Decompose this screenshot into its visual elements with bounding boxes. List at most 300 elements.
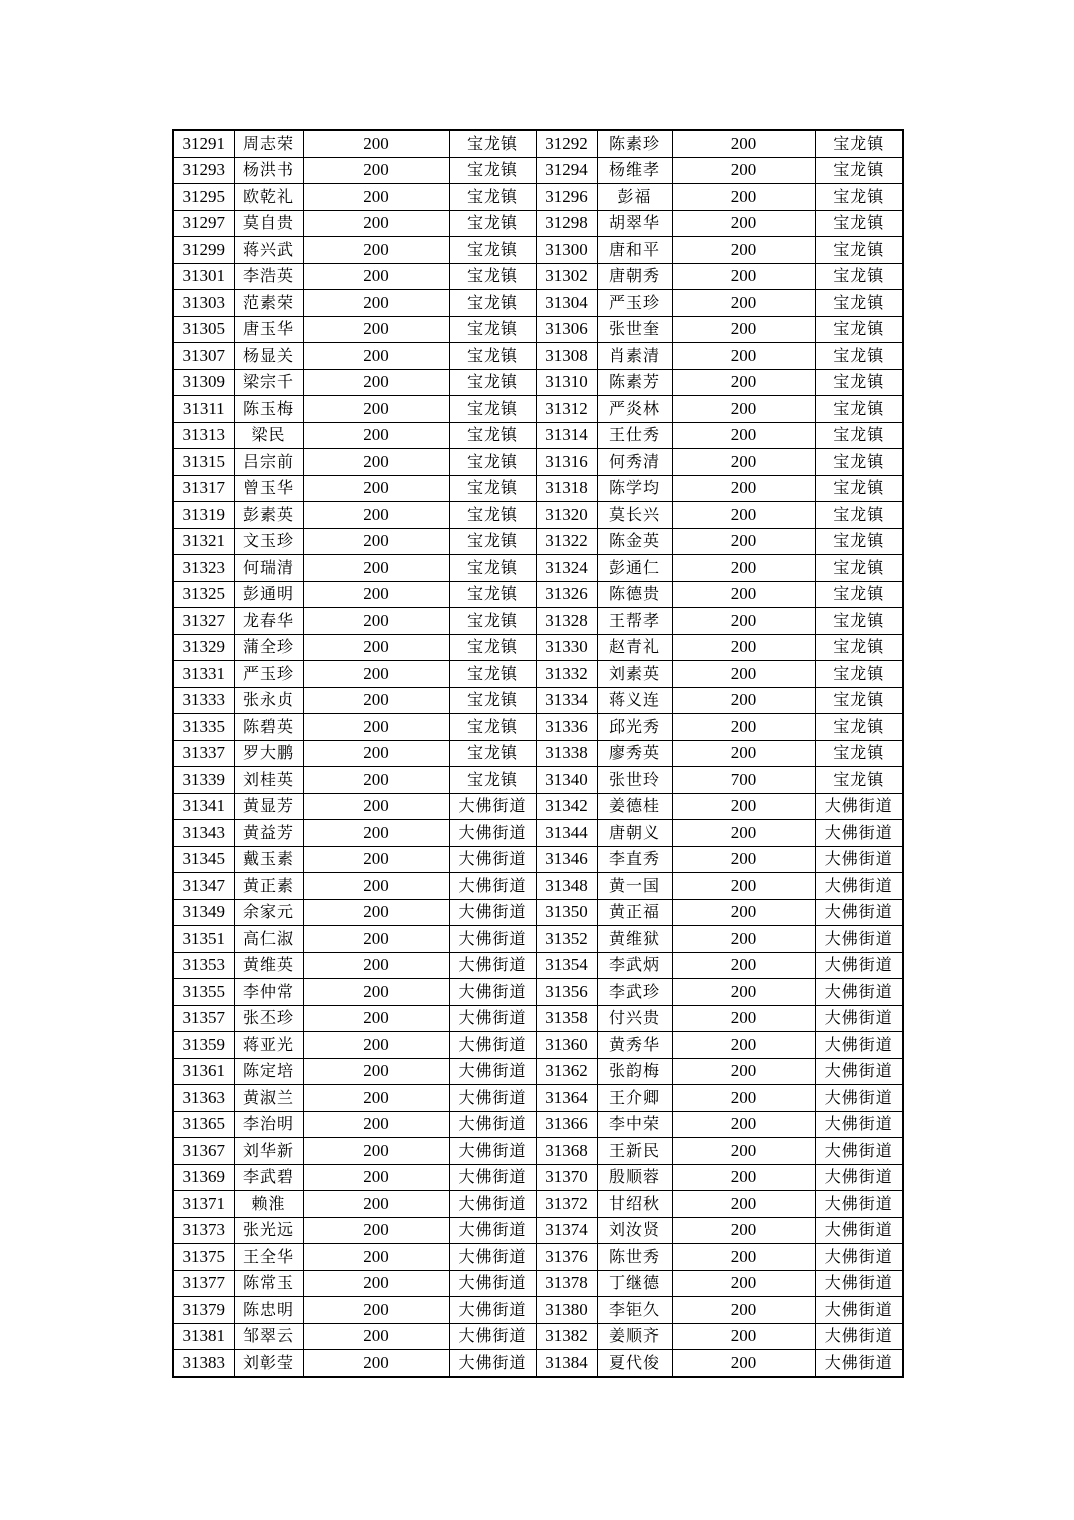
left-number-cell: 31337: [173, 740, 234, 767]
left-amount-cell: 200: [303, 184, 449, 211]
left-place-cell: 大佛街道: [449, 952, 536, 979]
table-row: [173, 502, 903, 529]
right-place-cell: 宝龙镇: [815, 687, 903, 714]
right-number-cell: 31358: [536, 1005, 597, 1032]
right-number-cell: 31352: [536, 926, 597, 953]
left-place-cell: 宝龙镇: [449, 422, 536, 449]
right-number-cell: 31302: [536, 263, 597, 290]
right-number-cell: 31298: [536, 210, 597, 237]
left-place-cell: 宝龙镇: [449, 210, 536, 237]
table-row: [173, 820, 903, 847]
left-name-cell: 刘彰莹: [234, 1350, 303, 1377]
left-name-cell: 周志荣: [234, 130, 303, 157]
left-amount-cell: 200: [303, 1005, 449, 1032]
table-row: [173, 634, 903, 661]
table-row: [173, 1032, 903, 1059]
left-amount-cell: 200: [303, 555, 449, 582]
table-row: [173, 1191, 903, 1218]
left-amount-cell: 200: [303, 899, 449, 926]
right-amount-cell: 200: [672, 608, 815, 635]
right-amount-cell: 200: [672, 873, 815, 900]
left-name-cell: 彭素英: [234, 502, 303, 529]
left-place-cell: 宝龙镇: [449, 237, 536, 264]
right-amount-cell: 200: [672, 369, 815, 396]
table-row: [173, 1058, 903, 1085]
table-row: [173, 1244, 903, 1271]
left-amount-cell: 200: [303, 581, 449, 608]
left-name-cell: 陈玉梅: [234, 396, 303, 423]
right-number-cell: 31350: [536, 899, 597, 926]
right-name-cell: 黄一国: [597, 873, 672, 900]
left-amount-cell: 200: [303, 634, 449, 661]
left-name-cell: 张永贞: [234, 687, 303, 714]
left-amount-cell: 200: [303, 926, 449, 953]
left-name-cell: 龙春华: [234, 608, 303, 635]
left-name-cell: 戴玉素: [234, 846, 303, 873]
left-amount-cell: 200: [303, 740, 449, 767]
right-place-cell: 宝龙镇: [815, 449, 903, 476]
right-number-cell: 31304: [536, 290, 597, 317]
left-amount-cell: 200: [303, 316, 449, 343]
left-place-cell: 大佛街道: [449, 926, 536, 953]
right-name-cell: 李武珍: [597, 979, 672, 1006]
right-amount-cell: 200: [672, 634, 815, 661]
left-number-cell: 31357: [173, 1005, 234, 1032]
left-place-cell: 宝龙镇: [449, 316, 536, 343]
right-number-cell: 31332: [536, 661, 597, 688]
right-number-cell: 31340: [536, 767, 597, 794]
table-row: [173, 926, 903, 953]
right-amount-cell: 200: [672, 926, 815, 953]
right-amount-cell: 200: [672, 1085, 815, 1112]
right-amount-cell: 200: [672, 846, 815, 873]
left-amount-cell: 200: [303, 157, 449, 184]
right-amount-cell: 200: [672, 263, 815, 290]
subsidy-roster-table: [172, 129, 904, 1378]
left-name-cell: 唐玉华: [234, 316, 303, 343]
left-number-cell: 31383: [173, 1350, 234, 1377]
right-place-cell: 大佛街道: [815, 1191, 903, 1218]
left-name-cell: 彭通明: [234, 581, 303, 608]
left-number-cell: 31303: [173, 290, 234, 317]
left-amount-cell: 200: [303, 263, 449, 290]
right-name-cell: 唐朝义: [597, 820, 672, 847]
left-number-cell: 31319: [173, 502, 234, 529]
left-name-cell: 黄正素: [234, 873, 303, 900]
left-place-cell: 宝龙镇: [449, 475, 536, 502]
right-amount-cell: 200: [672, 1191, 815, 1218]
left-number-cell: 31349: [173, 899, 234, 926]
table-row: [173, 369, 903, 396]
table-row: [173, 767, 903, 794]
left-amount-cell: 200: [303, 475, 449, 502]
right-amount-cell: 200: [672, 422, 815, 449]
table-row: [173, 899, 903, 926]
right-name-cell: 胡翠华: [597, 210, 672, 237]
left-number-cell: 31293: [173, 157, 234, 184]
table-row: [173, 1085, 903, 1112]
left-amount-cell: 200: [303, 767, 449, 794]
left-amount-cell: 200: [303, 1217, 449, 1244]
right-name-cell: 甘绍秋: [597, 1191, 672, 1218]
left-name-cell: 赖淮: [234, 1191, 303, 1218]
left-number-cell: 31353: [173, 952, 234, 979]
left-amount-cell: 200: [303, 1350, 449, 1377]
right-place-cell: 大佛街道: [815, 1164, 903, 1191]
right-name-cell: 黄正福: [597, 899, 672, 926]
left-name-cell: 吕宗前: [234, 449, 303, 476]
right-number-cell: 31300: [536, 237, 597, 264]
left-name-cell: 张光远: [234, 1217, 303, 1244]
right-place-cell: 宝龙镇: [815, 263, 903, 290]
table-row: [173, 740, 903, 767]
left-place-cell: 大佛街道: [449, 1085, 536, 1112]
left-name-cell: 罗大鹏: [234, 740, 303, 767]
right-name-cell: 李中荣: [597, 1111, 672, 1138]
right-place-cell: 大佛街道: [815, 1032, 903, 1059]
right-number-cell: 31376: [536, 1244, 597, 1271]
left-name-cell: 范素荣: [234, 290, 303, 317]
left-number-cell: 31317: [173, 475, 234, 502]
right-amount-cell: 200: [672, 687, 815, 714]
right-place-cell: 大佛街道: [815, 899, 903, 926]
left-place-cell: 大佛街道: [449, 820, 536, 847]
left-number-cell: 31369: [173, 1164, 234, 1191]
right-number-cell: 31338: [536, 740, 597, 767]
right-number-cell: 31370: [536, 1164, 597, 1191]
right-amount-cell: 200: [672, 1164, 815, 1191]
table-row: [173, 661, 903, 688]
left-number-cell: 31329: [173, 634, 234, 661]
right-number-cell: 31314: [536, 422, 597, 449]
left-place-cell: 宝龙镇: [449, 449, 536, 476]
right-name-cell: 丁继德: [597, 1270, 672, 1297]
left-number-cell: 31381: [173, 1323, 234, 1350]
table-row: [173, 263, 903, 290]
right-name-cell: 夏代俊: [597, 1350, 672, 1377]
right-number-cell: 31360: [536, 1032, 597, 1059]
left-name-cell: 余家元: [234, 899, 303, 926]
right-name-cell: 陈学均: [597, 475, 672, 502]
table-row: [173, 475, 903, 502]
table-row: [173, 1217, 903, 1244]
left-amount-cell: 200: [303, 369, 449, 396]
right-place-cell: 大佛街道: [815, 1217, 903, 1244]
right-number-cell: 31312: [536, 396, 597, 423]
right-place-cell: 宝龙镇: [815, 634, 903, 661]
right-name-cell: 陈素珍: [597, 130, 672, 157]
right-name-cell: 张世奎: [597, 316, 672, 343]
right-number-cell: 31336: [536, 714, 597, 741]
left-number-cell: 31295: [173, 184, 234, 211]
right-amount-cell: 200: [672, 661, 815, 688]
left-number-cell: 31313: [173, 422, 234, 449]
left-name-cell: 李治明: [234, 1111, 303, 1138]
table-row: [173, 1111, 903, 1138]
table-row: [173, 1270, 903, 1297]
right-amount-cell: 200: [672, 1323, 815, 1350]
left-number-cell: 31315: [173, 449, 234, 476]
right-amount-cell: 200: [672, 1297, 815, 1324]
left-number-cell: 31361: [173, 1058, 234, 1085]
table-row: [173, 687, 903, 714]
right-place-cell: 宝龙镇: [815, 343, 903, 370]
right-place-cell: 大佛街道: [815, 1270, 903, 1297]
right-name-cell: 王新民: [597, 1138, 672, 1165]
right-amount-cell: 200: [672, 343, 815, 370]
left-name-cell: 梁民: [234, 422, 303, 449]
right-number-cell: 31368: [536, 1138, 597, 1165]
right-amount-cell: 200: [672, 316, 815, 343]
right-place-cell: 大佛街道: [815, 793, 903, 820]
left-name-cell: 高仁淑: [234, 926, 303, 953]
left-amount-cell: 200: [303, 1058, 449, 1085]
right-name-cell: 彭福: [597, 184, 672, 211]
left-name-cell: 黄显芳: [234, 793, 303, 820]
right-place-cell: 大佛街道: [815, 1138, 903, 1165]
left-place-cell: 宝龙镇: [449, 130, 536, 157]
right-place-cell: 宝龙镇: [815, 237, 903, 264]
right-place-cell: 大佛街道: [815, 1058, 903, 1085]
right-name-cell: 黄维狱: [597, 926, 672, 953]
right-number-cell: 31320: [536, 502, 597, 529]
left-number-cell: 31375: [173, 1244, 234, 1271]
left-name-cell: 严玉珍: [234, 661, 303, 688]
left-place-cell: 宝龙镇: [449, 369, 536, 396]
right-name-cell: 唐朝秀: [597, 263, 672, 290]
left-name-cell: 梁宗千: [234, 369, 303, 396]
left-place-cell: 大佛街道: [449, 1323, 536, 1350]
left-amount-cell: 200: [303, 237, 449, 264]
table-row: [173, 210, 903, 237]
right-number-cell: 31382: [536, 1323, 597, 1350]
right-place-cell: 宝龙镇: [815, 422, 903, 449]
left-amount-cell: 200: [303, 1032, 449, 1059]
left-name-cell: 黄维英: [234, 952, 303, 979]
left-place-cell: 宝龙镇: [449, 290, 536, 317]
left-place-cell: 宝龙镇: [449, 502, 536, 529]
left-place-cell: 大佛街道: [449, 1032, 536, 1059]
left-place-cell: 大佛街道: [449, 1244, 536, 1271]
right-number-cell: 31318: [536, 475, 597, 502]
left-number-cell: 31379: [173, 1297, 234, 1324]
right-name-cell: 王帮孝: [597, 608, 672, 635]
right-name-cell: 肖素清: [597, 343, 672, 370]
left-place-cell: 宝龙镇: [449, 581, 536, 608]
left-amount-cell: 200: [303, 793, 449, 820]
left-amount-cell: 200: [303, 1244, 449, 1271]
left-amount-cell: 200: [303, 820, 449, 847]
left-place-cell: 宝龙镇: [449, 714, 536, 741]
right-name-cell: 王仕秀: [597, 422, 672, 449]
left-name-cell: 莫自贵: [234, 210, 303, 237]
left-place-cell: 宝龙镇: [449, 661, 536, 688]
table-row: [173, 130, 903, 157]
right-place-cell: 大佛街道: [815, 952, 903, 979]
left-place-cell: 宝龙镇: [449, 528, 536, 555]
left-amount-cell: 200: [303, 422, 449, 449]
left-number-cell: 31341: [173, 793, 234, 820]
left-name-cell: 李武碧: [234, 1164, 303, 1191]
left-place-cell: 大佛街道: [449, 846, 536, 873]
right-name-cell: 刘素英: [597, 661, 672, 688]
left-place-cell: 大佛街道: [449, 1297, 536, 1324]
right-name-cell: 邱光秀: [597, 714, 672, 741]
left-place-cell: 大佛街道: [449, 1270, 536, 1297]
table-row: [173, 1323, 903, 1350]
left-amount-cell: 200: [303, 1297, 449, 1324]
right-number-cell: 31380: [536, 1297, 597, 1324]
left-number-cell: 31311: [173, 396, 234, 423]
left-number-cell: 31297: [173, 210, 234, 237]
left-number-cell: 31309: [173, 369, 234, 396]
right-number-cell: 31384: [536, 1350, 597, 1377]
left-place-cell: 宝龙镇: [449, 555, 536, 582]
left-name-cell: 陈碧英: [234, 714, 303, 741]
right-amount-cell: 200: [672, 1138, 815, 1165]
left-place-cell: 宝龙镇: [449, 634, 536, 661]
right-amount-cell: 200: [672, 952, 815, 979]
table-row: [173, 290, 903, 317]
right-name-cell: 李钜久: [597, 1297, 672, 1324]
right-name-cell: 彭通仁: [597, 555, 672, 582]
left-amount-cell: 200: [303, 608, 449, 635]
table-row: [173, 608, 903, 635]
left-amount-cell: 200: [303, 846, 449, 873]
left-place-cell: 宝龙镇: [449, 343, 536, 370]
right-amount-cell: 200: [672, 157, 815, 184]
left-amount-cell: 200: [303, 952, 449, 979]
right-amount-cell: 200: [672, 130, 815, 157]
left-number-cell: 31371: [173, 1191, 234, 1218]
left-amount-cell: 200: [303, 290, 449, 317]
left-number-cell: 31365: [173, 1111, 234, 1138]
left-name-cell: 李浩英: [234, 263, 303, 290]
left-place-cell: 宝龙镇: [449, 157, 536, 184]
left-place-cell: 大佛街道: [449, 873, 536, 900]
left-place-cell: 宝龙镇: [449, 608, 536, 635]
left-number-cell: 31299: [173, 237, 234, 264]
right-number-cell: 31316: [536, 449, 597, 476]
left-place-cell: 大佛街道: [449, 1164, 536, 1191]
left-amount-cell: 200: [303, 343, 449, 370]
right-name-cell: 张世玲: [597, 767, 672, 794]
right-number-cell: 31322: [536, 528, 597, 555]
left-place-cell: 宝龙镇: [449, 740, 536, 767]
right-number-cell: 31294: [536, 157, 597, 184]
left-name-cell: 张丕珍: [234, 1005, 303, 1032]
table-row: [173, 555, 903, 582]
right-name-cell: 严玉珍: [597, 290, 672, 317]
right-amount-cell: 200: [672, 979, 815, 1006]
right-place-cell: 宝龙镇: [815, 608, 903, 635]
left-amount-cell: 200: [303, 1111, 449, 1138]
left-amount-cell: 200: [303, 979, 449, 1006]
right-place-cell: 宝龙镇: [815, 714, 903, 741]
table-body: [173, 130, 903, 1377]
right-amount-cell: 200: [672, 210, 815, 237]
left-name-cell: 邹翠云: [234, 1323, 303, 1350]
right-name-cell: 李直秀: [597, 846, 672, 873]
right-amount-cell: 200: [672, 1270, 815, 1297]
right-amount-cell: 200: [672, 1111, 815, 1138]
left-place-cell: 大佛街道: [449, 1191, 536, 1218]
left-place-cell: 大佛街道: [449, 1350, 536, 1377]
left-name-cell: 文玉珍: [234, 528, 303, 555]
right-amount-cell: 200: [672, 502, 815, 529]
left-place-cell: 大佛街道: [449, 1058, 536, 1085]
left-number-cell: 31339: [173, 767, 234, 794]
right-place-cell: 大佛街道: [815, 1005, 903, 1032]
left-amount-cell: 200: [303, 1164, 449, 1191]
left-name-cell: 刘桂英: [234, 767, 303, 794]
left-name-cell: 蒲全珍: [234, 634, 303, 661]
right-number-cell: 31356: [536, 979, 597, 1006]
left-number-cell: 31305: [173, 316, 234, 343]
left-number-cell: 31367: [173, 1138, 234, 1165]
left-name-cell: 蒋亚光: [234, 1032, 303, 1059]
right-name-cell: 刘汝贤: [597, 1217, 672, 1244]
left-number-cell: 31377: [173, 1270, 234, 1297]
right-place-cell: 宝龙镇: [815, 502, 903, 529]
right-name-cell: 李武炳: [597, 952, 672, 979]
right-place-cell: 大佛街道: [815, 1244, 903, 1271]
right-place-cell: 宝龙镇: [815, 475, 903, 502]
left-name-cell: 杨洪书: [234, 157, 303, 184]
left-number-cell: 31307: [173, 343, 234, 370]
table-row: [173, 952, 903, 979]
right-amount-cell: 200: [672, 528, 815, 555]
right-amount-cell: 200: [672, 475, 815, 502]
right-name-cell: 陈世秀: [597, 1244, 672, 1271]
right-name-cell: 严炎林: [597, 396, 672, 423]
table-row: [173, 1005, 903, 1032]
right-place-cell: 宝龙镇: [815, 210, 903, 237]
right-number-cell: 31372: [536, 1191, 597, 1218]
left-number-cell: 31323: [173, 555, 234, 582]
left-number-cell: 31363: [173, 1085, 234, 1112]
left-name-cell: 李仲常: [234, 979, 303, 1006]
table-row: [173, 979, 903, 1006]
right-number-cell: 31330: [536, 634, 597, 661]
left-place-cell: 大佛街道: [449, 1138, 536, 1165]
left-amount-cell: 200: [303, 1138, 449, 1165]
left-name-cell: 曾玉华: [234, 475, 303, 502]
left-name-cell: 欧乾礼: [234, 184, 303, 211]
right-name-cell: 姜顺齐: [597, 1323, 672, 1350]
right-number-cell: 31364: [536, 1085, 597, 1112]
left-place-cell: 大佛街道: [449, 793, 536, 820]
left-number-cell: 31335: [173, 714, 234, 741]
left-amount-cell: 200: [303, 661, 449, 688]
right-number-cell: 31328: [536, 608, 597, 635]
right-name-cell: 陈素芳: [597, 369, 672, 396]
right-number-cell: 31354: [536, 952, 597, 979]
left-number-cell: 31347: [173, 873, 234, 900]
right-place-cell: 宝龙镇: [815, 130, 903, 157]
right-amount-cell: 200: [672, 714, 815, 741]
right-amount-cell: 200: [672, 1058, 815, 1085]
left-amount-cell: 200: [303, 1270, 449, 1297]
table-row: [173, 422, 903, 449]
right-amount-cell: 200: [672, 184, 815, 211]
left-number-cell: 31355: [173, 979, 234, 1006]
left-number-cell: 31325: [173, 581, 234, 608]
right-name-cell: 陈金英: [597, 528, 672, 555]
left-name-cell: 黄淑兰: [234, 1085, 303, 1112]
right-name-cell: 付兴贵: [597, 1005, 672, 1032]
left-name-cell: 陈忠明: [234, 1297, 303, 1324]
